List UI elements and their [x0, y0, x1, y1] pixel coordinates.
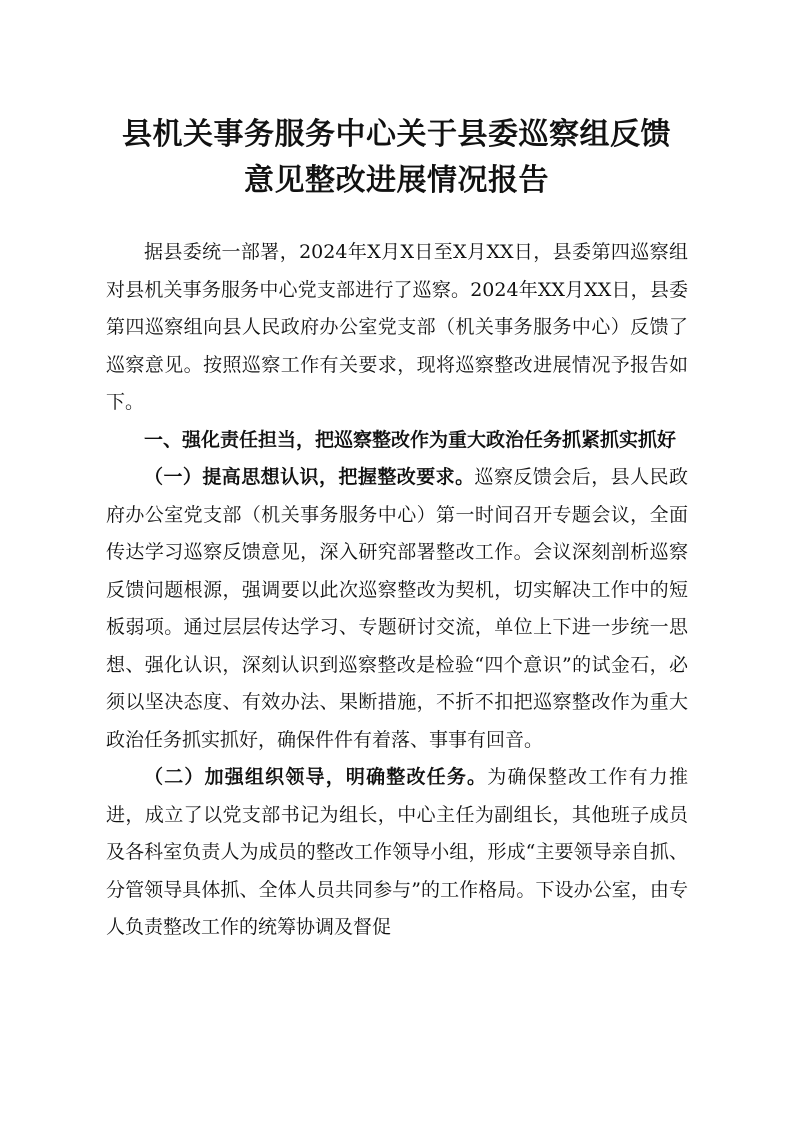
title-line-2: 意见整改进展情况报告	[244, 163, 549, 198]
title-line-1: 县机关事务服务中心关于县委巡察组反馈	[122, 117, 671, 152]
subsection-2-text: 为确保整改工作有力推进，成立了以党支部书记为组长，中心主任为副组长，其他班子成员及各科室负责人为成员的整改工作领导小组，形成“主要领导亲自抓、分管领导具体抓、全体人员共同参与”的工作格局。下设办公室，由专人负责整改工作的统筹协调及督促	[106, 766, 688, 938]
document-title	[100, 112, 693, 204]
subsection-1-lead: （一）提高思想认识，把握整改要求。	[144, 466, 475, 488]
subsection-1-paragraph	[106, 459, 688, 759]
document-body	[106, 234, 688, 947]
subsection-2-lead: （二）加强组织领导，明确整改任务。	[144, 766, 488, 788]
subsection-2-paragraph	[106, 759, 688, 947]
subsection-1-text: 巡察反馈会后，县人民政府办公室党支部（机关事务服务中心）第一时间召开专题会议，全面传达学习巡察反馈意见，深入研究部署整改工作。会议深刻剖析巡察反馈问题根源，强调要以此次巡察整改为契机，切实解决工作中的短板弱项。通过层层传达学习、专题研讨交流，单位上下进一步统一思想、强化认识，深刻认识到巡察整改是检验“四个意识”的试金石，必须以坚决态度、有效办法、果断措施，不折不扣把巡察整改作为重大政治任务抓实抓好，确保件件有着落、事事有回音。	[106, 466, 688, 751]
section-1-heading: 一、强化责任担当，把巡察整改作为重大政治任务抓紧抓实抓好	[144, 428, 677, 451]
intro-paragraph: 据县委统一部署，2024年X月X日至X月XX日，县委第四巡察组对县机关事务服务中心党支部进行了巡察。2024年XX月XX日，县委第四巡察组向县人民政府办公室党支部（机关事务服务中心）反馈了巡察意见。按照巡察工作有关要求，现将巡察整改进展情况予报告如下。	[106, 241, 688, 413]
